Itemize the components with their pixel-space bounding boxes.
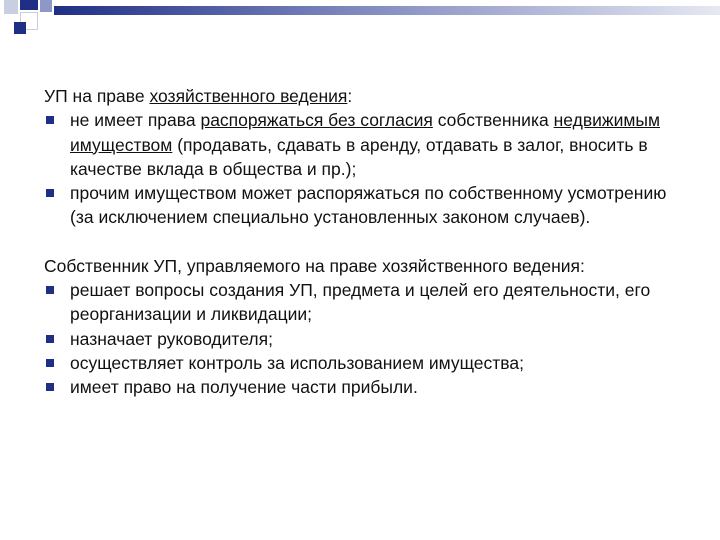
block1-heading [44, 84, 694, 108]
item-text: не имеет права [70, 110, 201, 131]
slide-content [44, 84, 694, 400]
square-bullet-icon [46, 286, 54, 294]
block1-heading-colon: : [347, 86, 353, 106]
block2-heading: Собственник УП, управляемого на праве хозяйственного ведения: [44, 255, 585, 276]
square-bullet-icon [46, 383, 54, 391]
block2-list [44, 278, 694, 399]
block1-heading-text: УП на праве [44, 86, 150, 106]
item-text: собственника [432, 110, 554, 131]
item-text: прочим имуществом может распоряжаться по собственному усмотрению (за исключением специально установленных законом случаев). [70, 183, 667, 228]
square-bullet-icon [46, 116, 54, 124]
item-text: осуществляет контроль за использованием имущества; [70, 352, 524, 373]
list-item [44, 327, 694, 351]
item-text: назначает руководителя; [70, 328, 273, 349]
block1-heading-underlined: хозяйственного ведения [149, 86, 348, 106]
square-bullet-icon [46, 189, 54, 197]
list-item [44, 375, 694, 399]
top-gradient-bar [54, 6, 720, 15]
block1-list [44, 108, 694, 229]
square-bullet-icon [46, 335, 54, 343]
decor-square-light [4, 0, 18, 14]
item-text: решает вопросы создания УП, предмета и целей его деятельности, его реорганизации и ликвидации; [70, 280, 651, 325]
item-text: имеет право на получение части прибыли. [70, 377, 418, 398]
item-text: (продавать, сдавать в аренду, отдавать в залог, вносить в качестве вклада в общества и пр.); [70, 134, 648, 179]
list-item [44, 181, 694, 230]
square-bullet-icon [46, 359, 54, 367]
decor-square-mid [40, 0, 52, 12]
list-item [44, 108, 694, 181]
item-underlined-text: недвижимым имуществом [70, 110, 661, 155]
item-underlined-text: распоряжаться без согласия [200, 110, 433, 131]
list-item [44, 278, 694, 327]
decor-square-dark [20, 0, 38, 10]
list-item [44, 351, 694, 375]
decor-square-dark-small [14, 22, 26, 34]
